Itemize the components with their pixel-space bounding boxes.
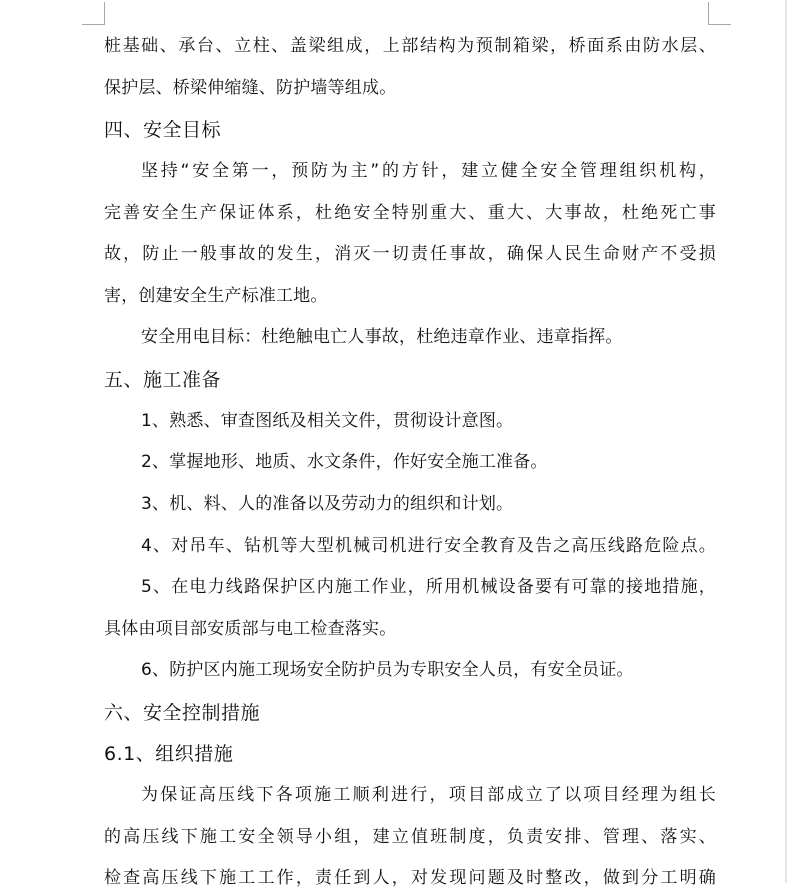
paragraph-line: 坚持“安全第一，预防为主”的方针，建立健全安全管理组织机构，: [141, 161, 716, 181]
paragraph-line: 的高压线下施工安全领导小组，建立值班制度，负责安排、管理、落实、: [104, 827, 716, 847]
list-item: 4、对吊车、钻机等大型机械司机进行安全教育及告之高压线路危险点。: [141, 536, 716, 556]
paragraph-line: 保护层、桥梁伸缩缝、防护墙等组成。: [104, 78, 397, 98]
list-item: 5、在电力线路保护区内施工作业，所用机械设备要有可靠的接地措施，: [141, 577, 716, 597]
paragraph-line: 害，创建安全生产标准工地。: [104, 286, 328, 306]
paragraph-line: 为保证高压线下各项施工顺利进行，项目部成立了以项目经理为组长: [141, 785, 716, 805]
list-item: 6、防护区内施工现场安全防护员为专职安全人员，有安全员证。: [141, 660, 634, 680]
section-heading: 五、施工准备: [104, 369, 222, 391]
paragraph-line: 故，防止一般事故的发生，消灭一切责任事故，确保人民生命财产不受损: [104, 244, 716, 264]
page-corner-mark-right: [708, 2, 731, 25]
paragraph-line: 具体由项目部安质部与电工检查落实。: [104, 619, 397, 639]
list-item: 2、掌握地形、地质、水文条件，作好安全施工准备。: [141, 452, 548, 472]
list-item: 1、熟悉、审查图纸及相关文件，贯彻设计意图。: [141, 411, 514, 431]
paragraph-line: 完善安全生产保证体系，杜绝安全特别重大、重大、大事故，杜绝死亡事: [104, 203, 716, 223]
paragraph-line: 桩基础、承台、立柱、盖梁组成，上部结构为预制箱梁，桥面系由防水层、: [104, 36, 716, 56]
section-heading: 四、安全目标: [104, 119, 222, 141]
subsection-heading: 6.1、组织措施: [104, 743, 234, 765]
paragraph-line: 安全用电目标：杜绝触电亡人事故，杜绝违章作业、违章指挥。: [141, 327, 623, 347]
list-item: 3、机、料、人的准备以及劳动力的组织和计划。: [141, 494, 514, 514]
page-corner-mark-left: [82, 2, 105, 25]
section-heading: 六、安全控制措施: [104, 702, 261, 724]
paragraph-line: 检查高压线下施工工作，责任到人，对发现问题及时整改，做到分工明确: [104, 868, 716, 888]
